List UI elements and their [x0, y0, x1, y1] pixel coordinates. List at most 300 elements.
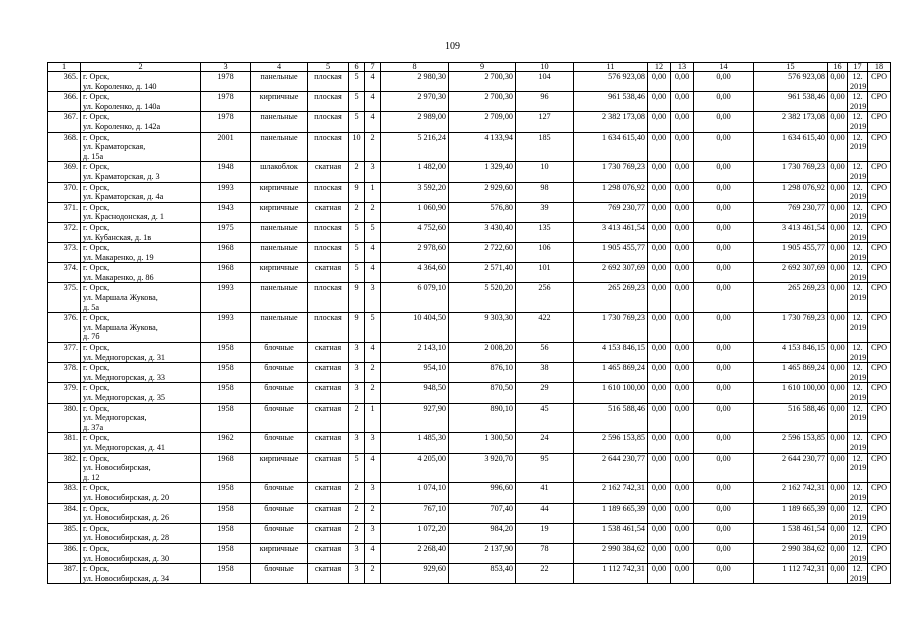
wall-material-cell: панельные	[251, 132, 308, 162]
completion-period-cell	[848, 162, 868, 182]
row-number-cell: 373.	[48, 243, 81, 263]
wall-material-cell: кирпичные	[251, 263, 308, 283]
cost-regional-cell: 0,00	[671, 503, 694, 523]
year-built-cell: 1948	[201, 162, 251, 182]
cost-local-cell: 0,00	[694, 363, 754, 383]
cost-other-cell: 0,00	[828, 433, 848, 453]
cost-other-cell: 0,00	[828, 363, 848, 383]
address-line: г. Орск,	[83, 343, 110, 353]
floors-cell: 9	[349, 182, 365, 202]
completion-period-line: 12.	[852, 202, 863, 212]
address-line: ул. Новосибирская, д. 20	[83, 492, 170, 502]
living-area-cell: 576,80	[449, 202, 516, 222]
completion-period-cell	[848, 313, 868, 343]
fund-method-cell: СРО	[868, 453, 891, 483]
floors-cell: 5	[349, 92, 365, 112]
cost-other-cell: 0,00	[828, 503, 848, 523]
cost-owners-cell: 1 634 615,40	[754, 132, 828, 162]
wall-material-cell: блочные	[251, 363, 308, 383]
table-row	[48, 433, 891, 453]
completion-period-cell	[848, 202, 868, 222]
year-built-cell: 1958	[201, 383, 251, 403]
completion-period-cell	[848, 222, 868, 242]
floors-cell: 5	[349, 243, 365, 263]
roof-type-cell: плоская	[308, 132, 349, 162]
cost-owners-cell: 1 465 869,24	[754, 363, 828, 383]
table-row	[48, 483, 891, 503]
row-number-cell: 385.	[48, 523, 81, 543]
completion-period-line: 2019	[850, 293, 867, 303]
floors-cell: 2	[349, 403, 365, 433]
address-line: г. Орск,	[83, 202, 110, 212]
address-line: г. Орск,	[83, 263, 110, 273]
total-area-cell: 1 072,20	[381, 523, 449, 543]
cost-regional-cell: 0,00	[671, 182, 694, 202]
floors-cell: 3	[349, 363, 365, 383]
cost-federal-cell: 0,00	[648, 162, 671, 182]
roof-type-cell: скатная	[308, 202, 349, 222]
housing-repair-table	[47, 62, 891, 584]
living-area-cell: 2 700,30	[449, 72, 516, 92]
cost-owners-cell: 1 610 100,00	[754, 383, 828, 403]
total-area-cell: 767,10	[381, 503, 449, 523]
roof-type-cell: скатная	[308, 543, 349, 563]
cost-other-cell: 0,00	[828, 222, 848, 242]
completion-period-line: 2019	[850, 513, 867, 523]
living-area-cell: 984,20	[449, 523, 516, 543]
residents-cell: 185	[516, 132, 574, 162]
fund-method-cell: СРО	[868, 72, 891, 92]
year-built-cell: 1958	[201, 363, 251, 383]
living-area-cell: 9 303,30	[449, 313, 516, 343]
roof-type-cell: плоская	[308, 72, 349, 92]
row-number-cell: 380.	[48, 403, 81, 433]
cost-local-cell: 0,00	[694, 343, 754, 363]
year-built-cell: 1958	[201, 343, 251, 363]
total-area-cell: 948,50	[381, 383, 449, 403]
living-area-cell: 1 300,50	[449, 433, 516, 453]
row-number-cell: 387.	[48, 564, 81, 584]
entrances-cell: 2	[365, 202, 381, 222]
row-number-cell: 367.	[48, 112, 81, 132]
living-area-cell: 707,40	[449, 503, 516, 523]
cost-local-cell: 0,00	[694, 132, 754, 162]
fund-method-cell: СРО	[868, 483, 891, 503]
address-line: г. Орск,	[83, 283, 110, 293]
column-number-1: 1	[48, 63, 81, 72]
address-line: д. 37а	[83, 422, 104, 432]
address-line: ул. Медногорская, д. 31	[83, 352, 166, 362]
entrances-cell: 4	[365, 92, 381, 112]
cost-total-cell: 961 538,46	[574, 92, 648, 112]
entrances-cell: 2	[365, 132, 381, 162]
living-area-cell: 2 571,40	[449, 263, 516, 283]
entrances-cell: 2	[365, 564, 381, 584]
year-built-cell: 1978	[201, 92, 251, 112]
cost-local-cell: 0,00	[694, 243, 754, 263]
completion-period-line: 2019	[850, 192, 867, 202]
cost-federal-cell: 0,00	[648, 523, 671, 543]
wall-material-cell: блочные	[251, 343, 308, 363]
total-area-cell: 5 216,24	[381, 132, 449, 162]
completion-period-line: 12.	[852, 263, 863, 273]
roof-type-cell: скатная	[308, 433, 349, 453]
address-cell	[81, 283, 201, 313]
cost-total-cell: 576 923,08	[574, 72, 648, 92]
address-cell	[81, 403, 201, 433]
cost-total-cell: 2 990 384,62	[574, 543, 648, 563]
entrances-cell: 4	[365, 543, 381, 563]
address-line: г. Орск,	[83, 433, 110, 443]
floors-cell: 10	[349, 132, 365, 162]
completion-period-line: 2019	[850, 322, 867, 332]
completion-period-line: 12.	[852, 523, 863, 533]
cost-owners-cell: 265 269,23	[754, 283, 828, 313]
completion-period-line: 2019	[850, 393, 867, 402]
completion-period-line: 2019	[850, 442, 867, 452]
living-area-cell: 5 520,20	[449, 283, 516, 313]
residents-cell: 44	[516, 503, 574, 523]
cost-total-cell: 1 610 100,00	[574, 383, 648, 403]
wall-material-cell: блочные	[251, 564, 308, 584]
wall-material-cell: блочные	[251, 433, 308, 453]
completion-period-line: 2019	[850, 573, 867, 583]
cost-total-cell: 265 269,23	[574, 283, 648, 313]
address-cell	[81, 383, 201, 403]
address-line: г. Орск,	[83, 243, 110, 253]
cost-federal-cell: 0,00	[648, 132, 671, 162]
row-number-cell: 376.	[48, 313, 81, 343]
living-area-cell: 3 920,70	[449, 453, 516, 483]
cost-owners-cell: 2 990 384,62	[754, 543, 828, 563]
completion-period-cell	[848, 343, 868, 363]
entrances-cell: 2	[365, 503, 381, 523]
row-number-cell: 365.	[48, 72, 81, 92]
cost-regional-cell: 0,00	[671, 313, 694, 343]
address-line: г. Орск,	[83, 403, 110, 413]
fund-method-cell: СРО	[868, 182, 891, 202]
wall-material-cell: кирпичные	[251, 92, 308, 112]
roof-type-cell: скатная	[308, 263, 349, 283]
completion-period-line: 12.	[852, 363, 863, 373]
entrances-cell: 4	[365, 453, 381, 483]
cost-owners-cell: 2 596 153,85	[754, 433, 828, 453]
wall-material-cell: кирпичные	[251, 543, 308, 563]
table-row	[48, 383, 891, 403]
row-number-cell: 382.	[48, 453, 81, 483]
residents-cell: 19	[516, 523, 574, 543]
total-area-cell: 954,10	[381, 363, 449, 383]
total-area-cell: 2 989,00	[381, 112, 449, 132]
address-line: г. Орск,	[83, 453, 110, 463]
cost-other-cell: 0,00	[828, 453, 848, 483]
total-area-cell: 1 060,90	[381, 202, 449, 222]
completion-period-line: 12.	[852, 283, 863, 293]
residents-cell: 10	[516, 162, 574, 182]
cost-other-cell: 0,00	[828, 132, 848, 162]
wall-material-cell: блочные	[251, 503, 308, 523]
residents-cell: 41	[516, 483, 574, 503]
address-line: ул. Маршала Жукова,	[83, 293, 158, 303]
living-area-cell: 876,10	[449, 363, 516, 383]
completion-period-cell	[848, 564, 868, 584]
cost-owners-cell: 1 905 455,77	[754, 243, 828, 263]
fund-method-cell: СРО	[868, 343, 891, 363]
row-number-cell: 379.	[48, 383, 81, 403]
year-built-cell: 1968	[201, 243, 251, 263]
cost-local-cell: 0,00	[694, 503, 754, 523]
living-area-cell: 870,50	[449, 383, 516, 403]
residents-cell: 127	[516, 112, 574, 132]
cost-regional-cell: 0,00	[671, 72, 694, 92]
address-line: г. Орск,	[83, 363, 110, 373]
column-number-12: 12	[648, 63, 671, 72]
residents-cell: 45	[516, 403, 574, 433]
wall-material-cell: панельные	[251, 72, 308, 92]
cost-regional-cell: 0,00	[671, 523, 694, 543]
fund-method-cell: СРО	[868, 564, 891, 584]
cost-total-cell: 3 413 461,54	[574, 222, 648, 242]
roof-type-cell: плоская	[308, 182, 349, 202]
residents-cell: 106	[516, 243, 574, 263]
address-line: ул. Короленко, д. 140	[83, 81, 157, 91]
completion-period-line: 2019	[850, 121, 867, 131]
address-cell	[81, 433, 201, 453]
roof-type-cell: скатная	[308, 363, 349, 383]
cost-federal-cell: 0,00	[648, 182, 671, 202]
address-cell	[81, 453, 201, 483]
column-number-16: 16	[828, 63, 848, 72]
row-number-cell: 383.	[48, 483, 81, 503]
floors-cell: 3	[349, 543, 365, 563]
roof-type-cell: плоская	[308, 92, 349, 112]
completion-period-cell	[848, 112, 868, 132]
cost-total-cell: 1 634 615,40	[574, 132, 648, 162]
row-number-cell: 369.	[48, 162, 81, 182]
roof-type-cell: скатная	[308, 383, 349, 403]
completion-period-line: 12.	[852, 243, 863, 253]
address-line: д. 5а	[83, 302, 99, 312]
roof-type-cell: скатная	[308, 564, 349, 584]
row-number-cell: 377.	[48, 343, 81, 363]
cost-local-cell: 0,00	[694, 162, 754, 182]
entrances-cell: 4	[365, 243, 381, 263]
row-number-cell: 374.	[48, 263, 81, 283]
total-area-cell: 2 268,40	[381, 543, 449, 563]
column-number-2: 2	[81, 63, 201, 72]
completion-period-line: 2019	[850, 492, 867, 502]
cost-regional-cell: 0,00	[671, 343, 694, 363]
residents-cell: 39	[516, 202, 574, 222]
completion-period-line: 12.	[852, 222, 863, 232]
completion-period-line: 2019	[850, 81, 867, 91]
living-area-cell: 996,60	[449, 483, 516, 503]
living-area-cell: 890,10	[449, 403, 516, 433]
table-row	[48, 313, 891, 343]
column-number-17: 17	[848, 63, 868, 72]
cost-total-cell: 2 162 742,31	[574, 483, 648, 503]
year-built-cell: 2001	[201, 132, 251, 162]
completion-period-line: 2019	[850, 533, 867, 543]
wall-material-cell: панельные	[251, 313, 308, 343]
wall-material-cell: блочные	[251, 403, 308, 433]
completion-period-line: 2019	[850, 212, 867, 222]
column-number-13: 13	[671, 63, 694, 72]
completion-period-line: 2019	[850, 142, 867, 152]
address-line: ул. Краматорская,	[83, 142, 146, 152]
cost-other-cell: 0,00	[828, 483, 848, 503]
floors-cell: 3	[349, 343, 365, 363]
year-built-cell: 1968	[201, 263, 251, 283]
cost-owners-cell: 2 692 307,69	[754, 263, 828, 283]
completion-period-cell	[848, 453, 868, 483]
living-area-cell: 2 008,20	[449, 343, 516, 363]
completion-period-cell	[848, 433, 868, 453]
entrances-cell: 1	[365, 403, 381, 433]
row-number-cell: 384.	[48, 503, 81, 523]
address-cell	[81, 202, 201, 222]
living-area-cell: 2 137,90	[449, 543, 516, 563]
cost-total-cell: 4 153 846,15	[574, 343, 648, 363]
fund-method-cell: СРО	[868, 132, 891, 162]
entrances-cell: 2	[365, 363, 381, 383]
year-built-cell: 1958	[201, 503, 251, 523]
cost-total-cell: 1 298 076,92	[574, 182, 648, 202]
completion-period-line: 12.	[852, 453, 863, 463]
address-line: д. 15а	[83, 151, 104, 161]
cost-local-cell: 0,00	[694, 453, 754, 483]
cost-other-cell: 0,00	[828, 182, 848, 202]
fund-method-cell: СРО	[868, 383, 891, 403]
column-number-4: 4	[251, 63, 308, 72]
completion-period-line: 12.	[852, 112, 863, 122]
cost-local-cell: 0,00	[694, 433, 754, 453]
address-line: ул. Новосибирская, д. 28	[83, 533, 170, 543]
total-area-cell: 1 074,10	[381, 483, 449, 503]
cost-local-cell: 0,00	[694, 403, 754, 433]
cost-other-cell: 0,00	[828, 243, 848, 263]
roof-type-cell: плоская	[308, 283, 349, 313]
address-line: г. Орск,	[83, 383, 110, 393]
fund-method-cell: СРО	[868, 162, 891, 182]
completion-period-line: 2019	[850, 372, 867, 382]
entrances-cell: 3	[365, 283, 381, 313]
column-number-14: 14	[694, 63, 754, 72]
cost-local-cell: 0,00	[694, 202, 754, 222]
row-number-cell: 378.	[48, 363, 81, 383]
total-area-cell: 929,60	[381, 564, 449, 584]
residents-cell: 98	[516, 182, 574, 202]
fund-method-cell: СРО	[868, 543, 891, 563]
roof-type-cell: плоская	[308, 243, 349, 263]
total-area-cell: 2 978,60	[381, 243, 449, 263]
cost-total-cell: 1 905 455,77	[574, 243, 648, 263]
floors-cell: 5	[349, 263, 365, 283]
table-row	[48, 453, 891, 483]
living-area-cell: 4 133,94	[449, 132, 516, 162]
row-number-cell: 375.	[48, 283, 81, 313]
completion-period-line: 12.	[852, 132, 863, 142]
floors-cell: 3	[349, 433, 365, 453]
cost-owners-cell: 3 413 461,54	[754, 222, 828, 242]
completion-period-line: 12.	[852, 543, 863, 553]
residents-cell: 422	[516, 313, 574, 343]
cost-regional-cell: 0,00	[671, 263, 694, 283]
completion-period-line: 12.	[852, 483, 863, 493]
cost-local-cell: 0,00	[694, 543, 754, 563]
cost-other-cell: 0,00	[828, 523, 848, 543]
living-area-cell: 2 709,00	[449, 112, 516, 132]
floors-cell: 2	[349, 523, 365, 543]
cost-regional-cell: 0,00	[671, 453, 694, 483]
completion-period-line: 12.	[852, 92, 863, 102]
cost-regional-cell: 0,00	[671, 132, 694, 162]
table-row	[48, 263, 891, 283]
cost-total-cell: 2 692 307,69	[574, 263, 648, 283]
cost-local-cell: 0,00	[694, 523, 754, 543]
year-built-cell: 1943	[201, 202, 251, 222]
column-number-10: 10	[516, 63, 574, 72]
fund-method-cell: СРО	[868, 243, 891, 263]
fund-method-cell: СРО	[868, 433, 891, 453]
residents-cell: 38	[516, 363, 574, 383]
address-cell	[81, 483, 201, 503]
completion-period-line: 2019	[850, 463, 867, 473]
address-line: ул. Медногорская, д. 33	[83, 372, 166, 382]
column-number-15: 15	[754, 63, 828, 72]
address-cell	[81, 222, 201, 242]
table-row	[48, 182, 891, 202]
wall-material-cell: кирпичные	[251, 182, 308, 202]
cost-total-cell: 1 730 769,23	[574, 162, 648, 182]
column-number-row	[48, 63, 891, 72]
address-cell	[81, 132, 201, 162]
fund-method-cell: СРО	[868, 363, 891, 383]
entrances-cell: 3	[365, 523, 381, 543]
cost-other-cell: 0,00	[828, 112, 848, 132]
cost-local-cell: 0,00	[694, 263, 754, 283]
living-area-cell: 2 700,30	[449, 92, 516, 112]
cost-other-cell: 0,00	[828, 202, 848, 222]
completion-period-cell	[848, 523, 868, 543]
cost-owners-cell: 1 112 742,31	[754, 564, 828, 584]
residents-cell: 24	[516, 433, 574, 453]
total-area-cell: 927,90	[381, 403, 449, 433]
cost-federal-cell: 0,00	[648, 564, 671, 584]
row-number-cell: 386.	[48, 543, 81, 563]
roof-type-cell: плоская	[308, 112, 349, 132]
entrances-cell: 4	[365, 112, 381, 132]
completion-period-line: 12.	[852, 313, 863, 323]
address-line: д. 12	[83, 472, 100, 482]
address-line: г. Орск,	[83, 564, 110, 574]
living-area-cell: 1 329,40	[449, 162, 516, 182]
cost-federal-cell: 0,00	[648, 243, 671, 263]
address-cell	[81, 243, 201, 263]
year-built-cell: 1975	[201, 222, 251, 242]
cost-other-cell: 0,00	[828, 263, 848, 283]
completion-period-line: 2019	[850, 272, 867, 282]
cost-other-cell: 0,00	[828, 72, 848, 92]
table-row	[48, 243, 891, 263]
residents-cell: 96	[516, 92, 574, 112]
year-built-cell: 1958	[201, 483, 251, 503]
table-body	[48, 72, 891, 584]
cost-owners-cell: 1 730 769,23	[754, 313, 828, 343]
floors-cell: 2	[349, 202, 365, 222]
living-area-cell: 2 929,60	[449, 182, 516, 202]
cost-owners-cell: 2 382 173,08	[754, 112, 828, 132]
